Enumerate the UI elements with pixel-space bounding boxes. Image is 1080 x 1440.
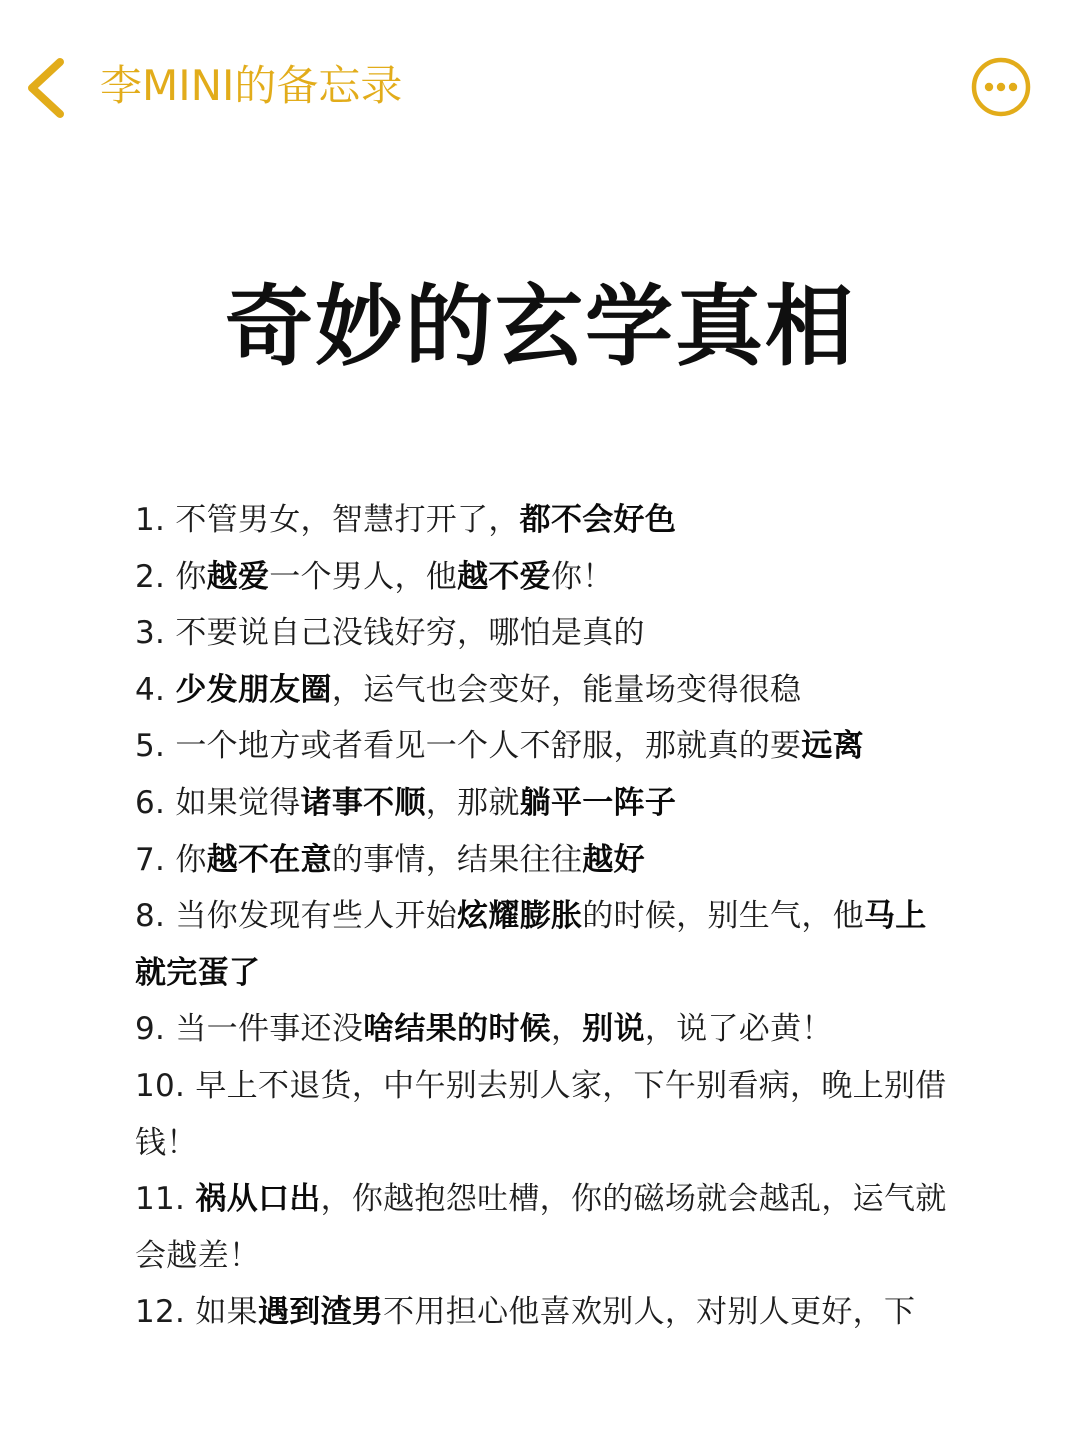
nav-title: 李MINI的备忘录 (100, 61, 403, 110)
note-item (135, 1171, 947, 1284)
note-item (135, 888, 947, 1001)
note-text: 如果觉得 (165, 784, 301, 821)
notes-list (135, 492, 947, 1341)
note-emphasis: 越爱 (206, 558, 270, 595)
note-text: 不用担心他喜欢别人，对别人更好，下 (383, 1294, 916, 1331)
note-text: 一个男人，他 (269, 558, 458, 595)
note-number: 6. (135, 784, 166, 821)
note-text: 一个地方或者看见一个人不舒服，那就真的要 (165, 728, 802, 765)
note-item (135, 549, 947, 606)
note-emphasis: 啥结果的时候 (363, 1011, 551, 1048)
page-title: 奇妙的玄学真相 (224, 275, 855, 378)
note-text: 的事情，结果往往 (331, 841, 583, 878)
note-emphasis: 马上就完蛋了 (135, 898, 927, 991)
note-text: ， (550, 1011, 583, 1048)
note-text: ，你越抱怨吐槽，你的磁场就会越乱，运气就会越差！ (135, 1181, 947, 1274)
note-number: 11. (135, 1181, 186, 1218)
note-item (135, 1058, 947, 1171)
note-emphasis: 远离 (801, 728, 864, 765)
note-text: 如果 (185, 1294, 258, 1331)
note-text: 当一件事还没 (165, 1011, 364, 1048)
note-emphasis: 遇到渣男 (257, 1294, 384, 1331)
note-number: 12. (135, 1294, 186, 1331)
note-emphasis: 越不爱 (457, 558, 551, 595)
note-text: 不管男女，智慧打开了， (165, 502, 520, 538)
note-emphasis: 越不在意 (206, 841, 332, 878)
note-number: 1. (135, 502, 166, 538)
note-number: 2. (135, 558, 166, 595)
note-number: 5. (135, 728, 166, 765)
note-text: ，说了必黄！ (644, 1011, 833, 1048)
note-emphasis: 炫耀膨胀 (457, 898, 583, 935)
note-emphasis: 越好 (582, 841, 645, 878)
note-item (135, 718, 947, 775)
top-navigation-bar (0, 0, 1080, 175)
note-text (185, 1181, 195, 1217)
note-item (135, 605, 947, 662)
note-item (135, 662, 947, 719)
more-horizontal-icon (970, 56, 1032, 118)
note-item (135, 1001, 947, 1058)
note-number: 8. (135, 898, 166, 935)
chevron-left-icon (14, 52, 78, 122)
note-item (135, 775, 947, 832)
back-button[interactable] (14, 52, 78, 122)
note-emphasis: 祸从口出 (195, 1181, 321, 1218)
note-emphasis: 躺平一阵子 (519, 784, 677, 821)
note-text (165, 672, 175, 708)
note-text: 当你发现有些人开始 (165, 898, 458, 935)
note-number: 3. (135, 615, 166, 652)
note-text: ，运气也会变好，能量场变得很稳 (331, 671, 802, 708)
note-emphasis: 都不会好色 (519, 502, 677, 538)
note-text: 你 (165, 841, 207, 878)
note-number: 7. (135, 841, 166, 878)
note-number: 9. (135, 1011, 166, 1048)
note-number: 4. (135, 671, 166, 708)
note-emphasis: 别说 (582, 1011, 645, 1048)
note-text: ，那就 (425, 784, 520, 821)
note-emphasis: 诸事不顺 (300, 784, 426, 821)
more-options-button[interactable] (970, 56, 1032, 118)
note-item (135, 492, 947, 549)
note-text: 的时候，别生气，他 (582, 898, 864, 935)
note-number: 10. (135, 1067, 186, 1104)
note-text: 你！ (550, 558, 614, 595)
note-text: 不要说自己没钱好穷，哪怕是真的 (165, 615, 645, 652)
note-item (135, 1284, 947, 1341)
note-item (135, 832, 947, 889)
note-text: 早上不退货，中午别去别人家，下午别看病，晚上别借钱！ (135, 1067, 947, 1161)
note-text: 你 (165, 558, 207, 595)
note-emphasis: 少发朋友圈 (175, 671, 332, 708)
